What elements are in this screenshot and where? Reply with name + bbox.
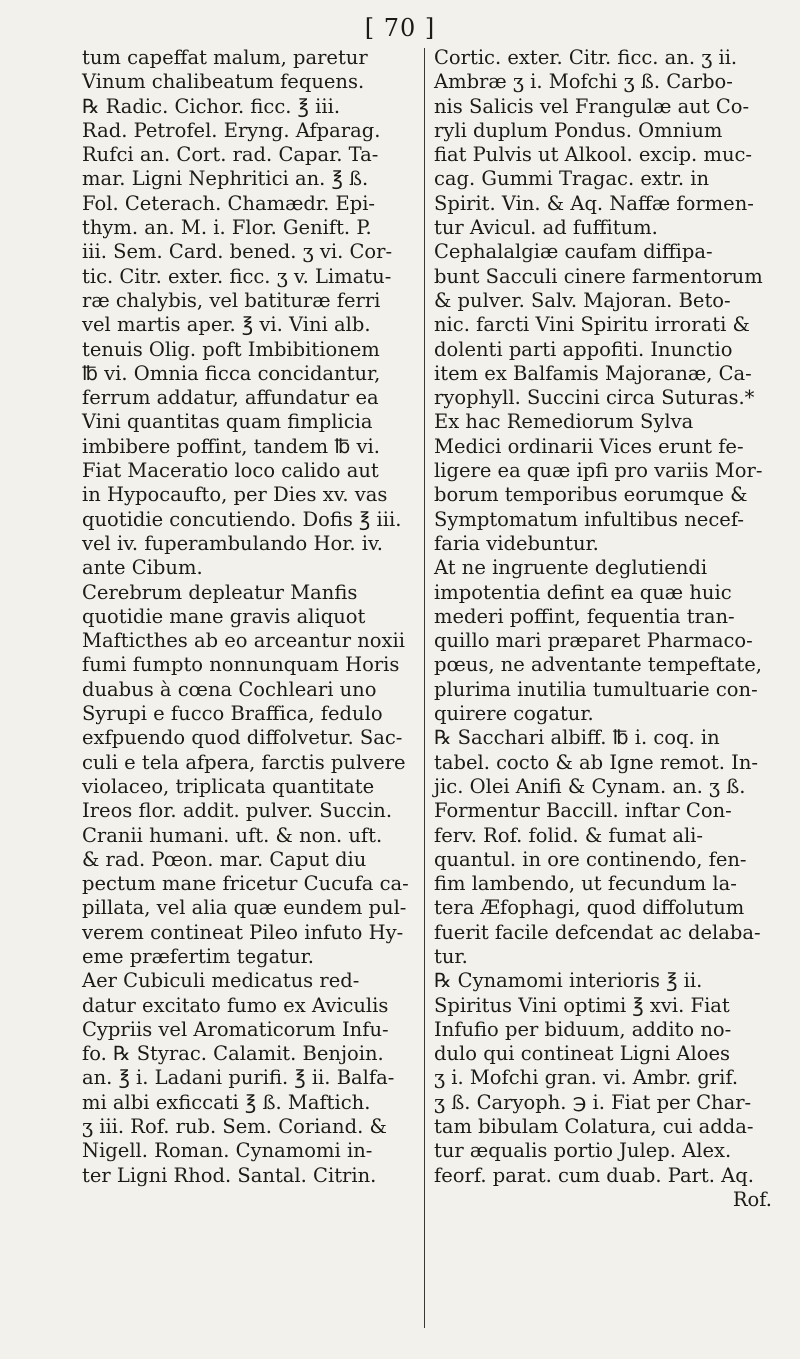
text-line: tera Æfophagi, quod diffolutum: [434, 896, 745, 920]
text-line: fumi fumpto nonnunquam Horis: [82, 653, 400, 677]
text-line: jic. Olei Anifi & Cynam. an. ʒ ß.: [434, 774, 746, 798]
text-line: pectum mane fricetur Cucufa ca-: [82, 872, 409, 896]
right-column: [434, 46, 772, 1212]
text-line: tur.: [434, 944, 468, 968]
text-line: Ambræ ʒ i. Mofchi ʒ ß. Carbo-: [434, 70, 733, 94]
text-line: Cypriis vel Aromaticorum Infu-: [82, 1017, 389, 1041]
text-line: Medici ordinarii Vices erunt fe-: [434, 434, 744, 458]
text-line: ligere ea quæ ipfi pro variis Mor-: [434, 459, 763, 483]
text-line: fim lambendo, ut fecundum la-: [434, 872, 737, 896]
page-number: [ 70 ]: [364, 14, 436, 42]
text-line: tam bibulam Colatura, cui adda-: [434, 1115, 754, 1139]
text-line: Spirit. Vin. & Aq. Naffæ formen-: [434, 191, 754, 215]
text-line: impotentia defint ea quæ huic: [434, 580, 732, 604]
text-line: ʒ i. Mofchi gran. vi. Ambr. grif.: [434, 1066, 739, 1090]
text-line: exfpuendo quod diffolvetur. Sac-: [82, 726, 403, 750]
text-line: tabel. cocto & ab Igne remot. In-: [434, 750, 758, 774]
text-line: an. ℥ i. Ladani purifi. ℥ ii. Balfa-: [82, 1066, 395, 1090]
text-line: bunt Sacculi cinere farmentorum: [434, 264, 763, 288]
text-line: plurima inutilia tumultuarie con-: [434, 677, 758, 701]
text-line: & rad. Pœon. mar. Caput diu: [82, 847, 367, 871]
text-line: quantul. in ore continendo, fen-: [434, 847, 747, 871]
text-line: ʒ ß. Caryoph. ℈ i. Fiat per Char-: [434, 1090, 752, 1114]
text-line: & pulver. Salv. Majoran. Beto-: [434, 288, 731, 312]
text-line: cag. Gummi Tragac. extr. in: [434, 167, 710, 191]
text-line: Cerebrum depleatur Manfis: [82, 580, 358, 604]
text-line: pillata, vel alia quæ eundem pul-: [82, 896, 407, 920]
text-line: feorf. parat. cum duab. Part. Aq.: [434, 1163, 754, 1187]
text-line: ter Ligni Rhod. Santal. Citrin.: [82, 1163, 377, 1187]
text-line: quotidie concutiendo. Dofis ℥ iii.: [82, 507, 402, 531]
left-column: [82, 46, 412, 1188]
text-line: fo. ℞ Styrac. Calamit. Benjoin.: [82, 1042, 384, 1066]
text-line: Syrupi e fucco Braffica, fedulo: [82, 702, 383, 726]
text-line: verem contineat Pileo infuto Hy-: [82, 920, 404, 944]
text-line: in Hypocaufto, per Dies xv. vas: [82, 483, 388, 507]
text-line: Vinum chalibeatum fequens.: [82, 70, 365, 94]
text-line: Nigell. Roman. Cynamomi in-: [82, 1139, 373, 1163]
text-line: ℞ Cynamomi interioris ℥ ii.: [434, 969, 703, 993]
text-line: datur excitato fumo ex Aviculis: [82, 993, 389, 1017]
text-line: quirere cogatur.: [434, 702, 594, 726]
text-line: Fiat Maceratio loco calido aut: [82, 459, 379, 483]
text-line: mar. Ligni Nephritici an. ℥ ß.: [82, 167, 369, 191]
text-line: tur æqualis portio Julep. Alex.: [434, 1139, 732, 1163]
text-line: Rad. Petrofel. Eryng. Afparag.: [82, 118, 381, 142]
text-line: Infufio per biduum, addito no-: [434, 1017, 732, 1041]
text-line: fiat Pulvis ut Alkool. excip. muc-: [434, 143, 753, 167]
text-line: mi albi exficcati ℥ ß. Maftich.: [82, 1090, 371, 1114]
text-line: ferv. Rof. folid. & fumat ali-: [434, 823, 704, 847]
text-line: borum temporibus eorumque &: [434, 483, 748, 507]
text-line: dulo qui contineat Ligni Aloes: [434, 1042, 731, 1066]
text-line: item ex Balfamis Majoranæ, Ca-: [434, 361, 752, 385]
text-line: Rof.: [732, 1187, 772, 1211]
text-line: Ex hac Remediorum Sylva: [434, 410, 694, 434]
text-line: pœus, ne adventante tempeftate,: [434, 653, 762, 677]
text-line: mederi poffint, fequentia tran-: [434, 604, 735, 628]
text-line: ℞ Radic. Cichor. ficc. ℥ iii.: [82, 94, 341, 118]
text-line: dolenti parti appofiti. Inunctio: [434, 337, 733, 361]
text-line: fuerit facile defcendat ac delaba-: [434, 920, 761, 944]
text-line: ante Cibum.: [82, 556, 203, 580]
text-line: Fol. Ceterach. Chamædr. Epi-: [82, 191, 376, 215]
text-line: Cranii humani. uft. & non. uft.: [82, 823, 383, 847]
text-line: Vini quantitas quam fimplicia: [82, 410, 373, 434]
text-line: Cortic. exter. Citr. ficc. an. ʒ ii.: [434, 46, 738, 69]
text-line: nis Salicis vel Frangulæ aut Co-: [434, 94, 750, 118]
column-divider: [424, 48, 425, 1328]
text-line: quotidie mane gravis aliquot: [82, 604, 366, 628]
text-line: ʒ iii. Rof. rub. Sem. Coriand. &: [82, 1115, 387, 1139]
text-line: Mafticthes ab eo arceantur noxii: [82, 629, 406, 653]
text-line: vel martis aper. ℥ vi. Vini alb.: [82, 313, 371, 337]
text-line: Cephalalgiæ caufam diffipa-: [434, 240, 713, 264]
text-line: tum capeffat malum, paretur: [82, 46, 368, 69]
text-line: Symptomatum infultibus necef-: [434, 507, 744, 531]
text-line: Formentur Baccill. inftar Con-: [434, 799, 732, 823]
text-line: quillo mari præparet Pharmaco-: [434, 629, 753, 653]
text-line: Aer Cubiculi medicatus red-: [82, 969, 360, 993]
text-line: iii. Sem. Card. bened. ʒ vi. Cor-: [82, 240, 393, 264]
text-line: Ireos flor. addit. pulver. Succin.: [82, 799, 393, 823]
text-line: ferrum addatur, affundatur ea: [82, 386, 379, 410]
text-line: ℞ Sacchari albiff. ℔ i. coq. in: [434, 726, 720, 750]
text-line: At ne ingruente deglutiendi: [434, 556, 708, 580]
text-line: thym. an. M. i. Flor. Genift. P.: [82, 216, 372, 240]
text-line: eme præfertim tegatur.: [82, 944, 315, 968]
text-line: vel iv. fuperambulando Hor. iv.: [82, 531, 383, 555]
text-line: Spiritus Vini optimi ℥ xvi. Fiat: [434, 993, 730, 1017]
text-line: ræ chalybis, vel batituræ ferri: [82, 288, 381, 312]
text-line: ryophyll. Succini circa Suturas.*: [434, 386, 755, 410]
text-line: culi e tela afpera, farctis pulvere: [82, 750, 406, 774]
text-line: Rufci an. Cort. rad. Capar. Ta-: [82, 143, 379, 167]
text-line: tenuis Olig. poft Imbibitionem: [82, 337, 380, 361]
text-line: ℔ vi. Omnia ficca concidantur,: [82, 361, 381, 385]
text-line: ryli duplum Pondus. Omnium: [434, 118, 723, 142]
text-line: tic. Citr. exter. ficc. ʒ v. Limatu-: [82, 264, 392, 288]
text-line: nic. farcti Vini Spiritu irrorati &: [434, 313, 750, 337]
text-line: faria videbuntur.: [434, 531, 599, 555]
text-line: violaceo, triplicata quantitate: [82, 774, 375, 798]
text-line: imbibere poffint, tandem ℔ vi.: [82, 434, 380, 458]
text-line: duabus à cœna Cochleari uno: [82, 677, 377, 701]
text-line: tur Avicul. ad fuffitum.: [434, 216, 658, 240]
